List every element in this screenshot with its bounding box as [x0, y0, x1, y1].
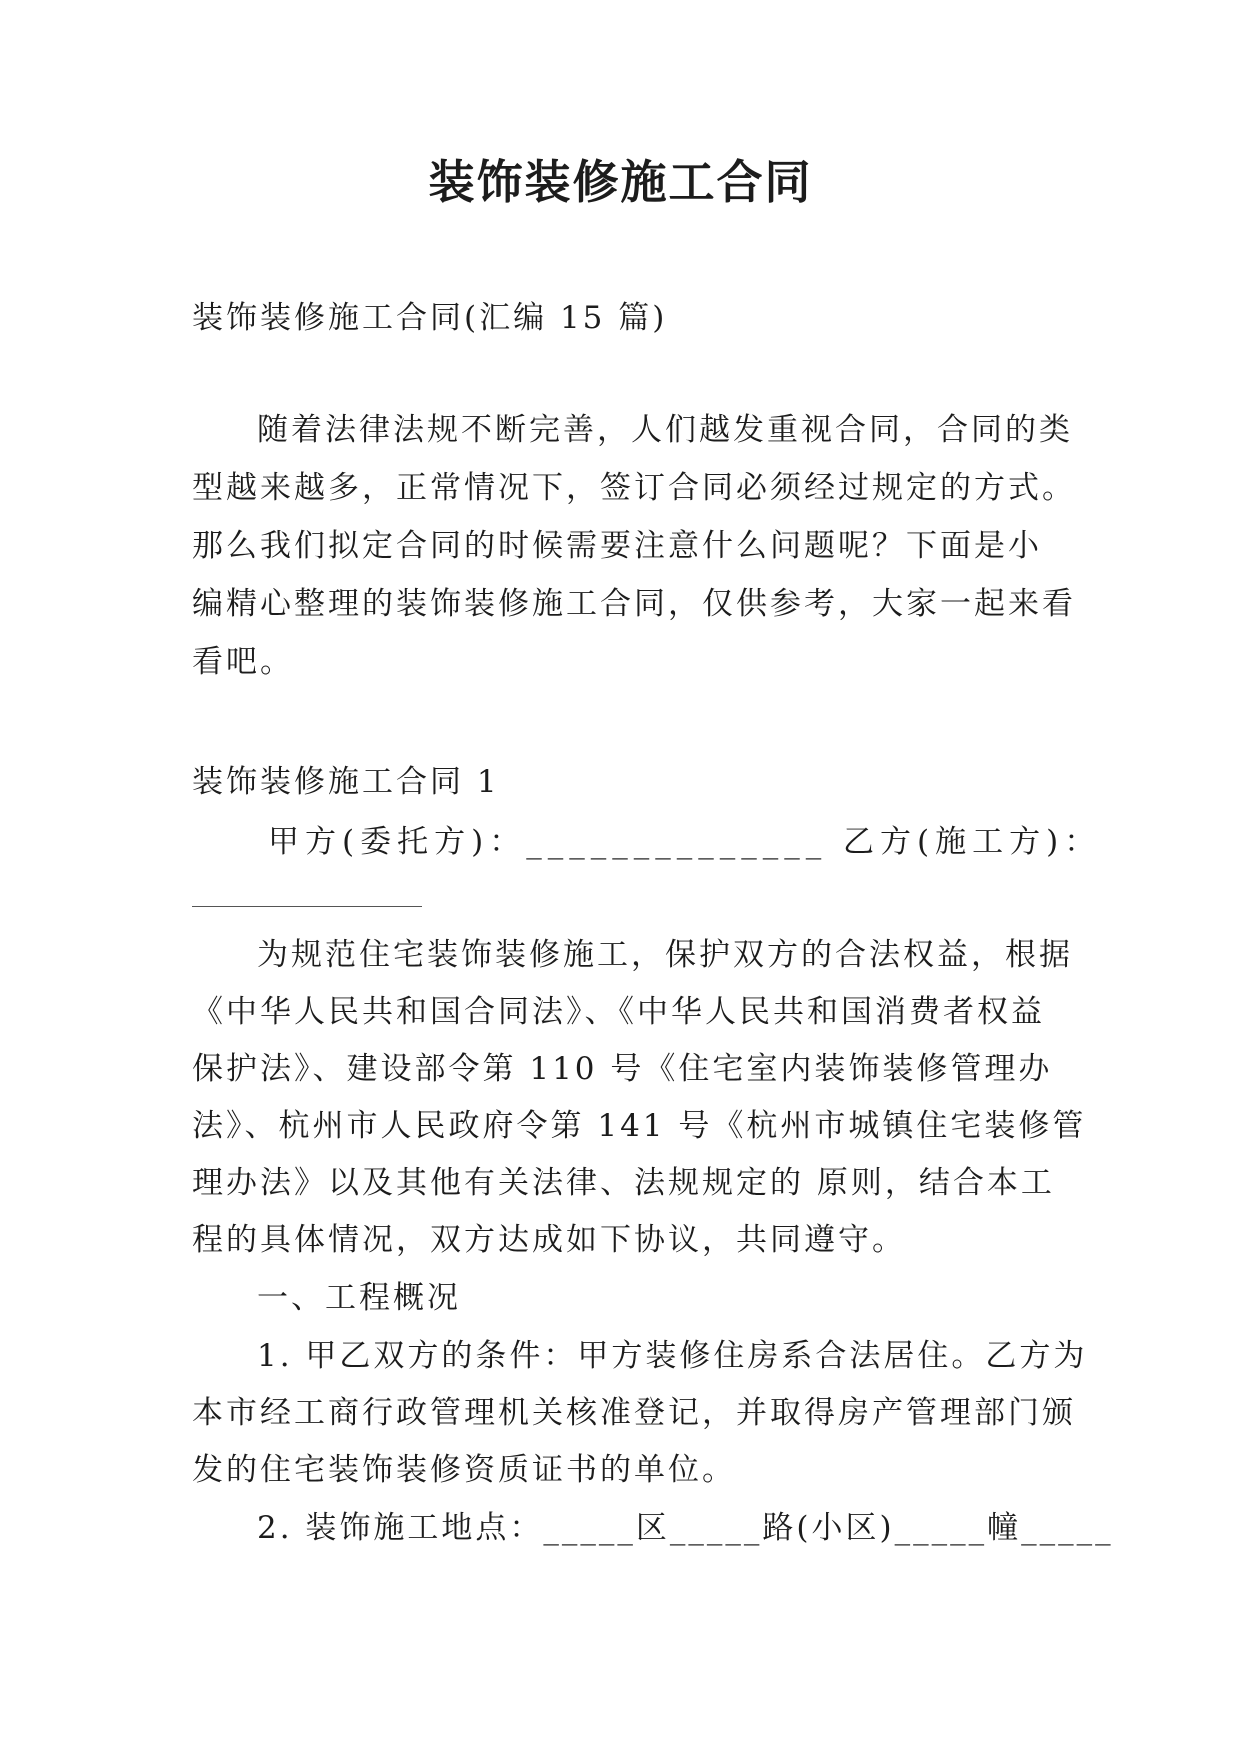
purpose-line: 保护法》、建设部令第 110 号《住宅室内装饰装修管理办 — [192, 1051, 1053, 1087]
intro-line: 型越来越多，正常情况下，签订合同必须经过规定的方式。 — [192, 470, 1076, 506]
section-heading: 装饰装修施工合同 1 — [192, 764, 500, 800]
intro-line: 随着法律法规不断完善，人们越发重视合同，合同的类 — [257, 412, 1073, 448]
document-title: 装饰装修施工合同 — [428, 155, 813, 209]
parties-line: 甲方(委托方)：______________ 乙方(施工方)： — [268, 824, 1102, 860]
clause-line: 发的住宅装饰装修资质证书的单位。 — [192, 1452, 736, 1488]
purpose-line: 程的具体情况，双方达成如下协议，共同遵守。 — [192, 1222, 906, 1258]
signature-blank-line — [192, 906, 422, 907]
clause-line: 本市经工商行政管理机关核准登记，并取得房产管理部门颁 — [192, 1395, 1076, 1431]
clause-heading: 一、工程概况 — [257, 1280, 461, 1316]
purpose-line: 理办法》以及其他有关法律、法规规定的 原则，结合本工 — [192, 1165, 1055, 1201]
clause-line: 2. 装饰施工地点：_____区_____路(小区)_____幢_____ — [257, 1510, 1114, 1546]
document-subtitle: 装饰装修施工合同(汇编 15 篇) — [192, 300, 668, 336]
purpose-line: 法》、杭州市人民政府令第 141 号《杭州市城镇住宅装修管 — [192, 1108, 1087, 1144]
intro-line: 看吧。 — [192, 644, 294, 680]
purpose-line: 为规范住宅装饰装修施工，保护双方的合法权益，根据 — [257, 937, 1073, 973]
clause-line: 1. 甲乙双方的条件：甲方装修住房系合法居住。乙方为 — [257, 1338, 1088, 1374]
intro-line: 那么我们拟定合同的时候需要注意什么问题呢？下面是小 — [192, 528, 1042, 564]
intro-line: 编精心整理的装饰装修施工合同，仅供参考，大家一起来看 — [192, 586, 1076, 622]
purpose-line: 《中华人民共和国合同法》、《中华人民共和国消费者权益 — [192, 994, 1045, 1030]
